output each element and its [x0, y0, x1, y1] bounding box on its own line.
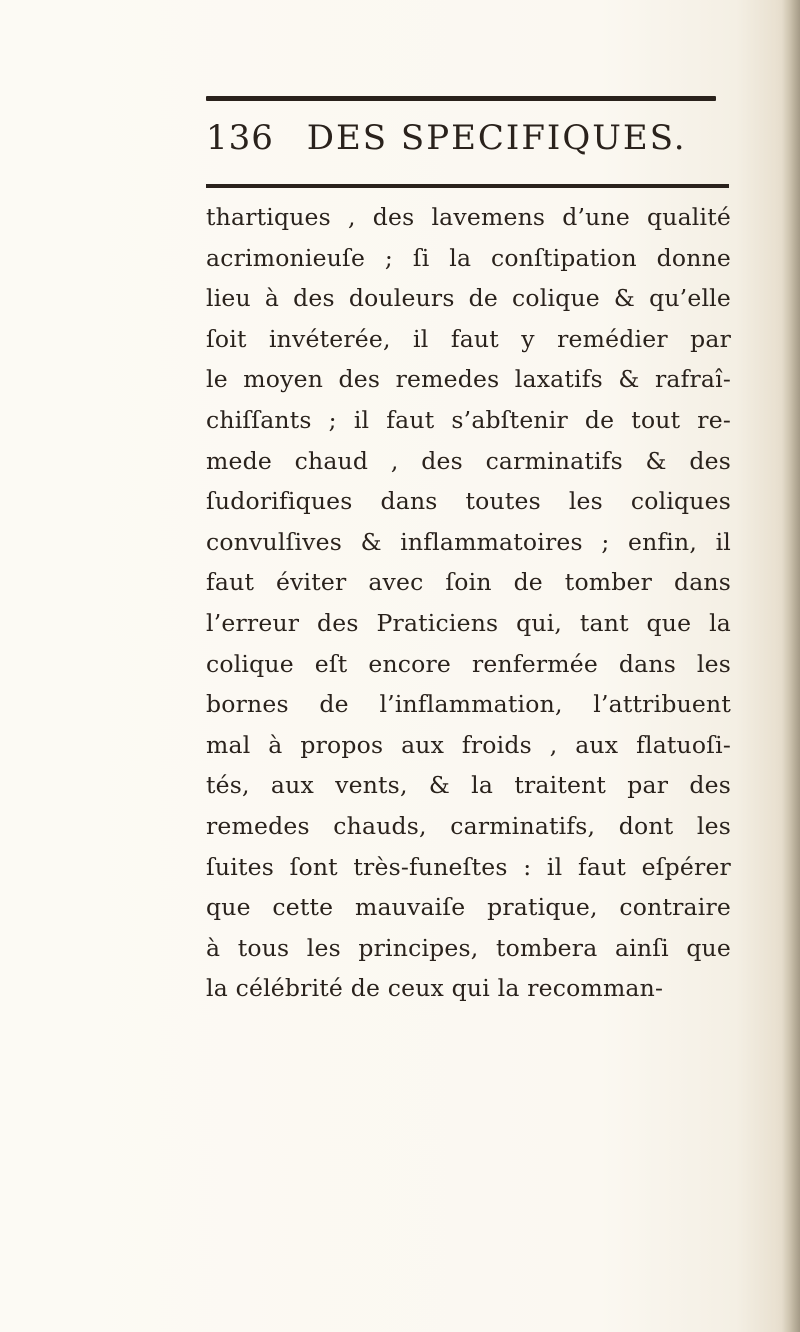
text-line: à tous les principes, tombera ainſi que [206, 933, 731, 962]
text-line: chiſſants ; il faut s’abſtenir de tout re- [206, 405, 731, 434]
text-line: remedes chauds, carminatifs, dont les [206, 811, 731, 840]
header-bottom-rule [206, 184, 729, 188]
text-line: mede chaud , des carminatifs & des [206, 446, 731, 475]
text-line: ſudorifiques dans toutes les coliques [206, 487, 731, 516]
text-line: que cette mauvaiſe pratique, contraire [206, 893, 731, 922]
text-line: tés, aux vents, & la traitent par des [206, 771, 731, 800]
body-text [206, 197, 731, 1009]
page-number: 136 [206, 118, 274, 158]
text-line: ſoit invéterée, il faut y remédier par [206, 324, 731, 353]
text-line: thartiques , des lavemens d’une qualité [206, 203, 731, 231]
text-line: faut éviter avec ſoin de tomber dans [206, 568, 731, 597]
text-line: le moyen des remedes laxatifs & rafraî- [206, 365, 731, 394]
running-head: DES SPECIFIQUES. [306, 118, 687, 158]
page-edge-shadow [782, 0, 800, 1332]
text-line: la célébrité de ceux qui la recomman- [206, 974, 664, 1003]
header-top-rule [206, 96, 716, 101]
text-line: lieu à des douleurs de colique & qu’elle [206, 284, 731, 313]
page-header [206, 108, 736, 168]
text-line: bornes de l’inflammation, l’attribuent [206, 690, 731, 719]
text-line: acrimonieuſe ; ſi la conſtipation donne [206, 243, 731, 272]
text-line: ſuites ſont très-funeſtes : il faut eſpérer [206, 852, 731, 881]
text-line: colique eſt encore renfermée dans les [206, 649, 731, 678]
text-line: convulſives & inflammatoires ; enfin, il [206, 527, 731, 556]
text-line: mal à propos aux froids , aux flatuoſi- [206, 730, 731, 759]
text-line: l’erreur des Praticiens qui, tant que la [206, 608, 731, 637]
